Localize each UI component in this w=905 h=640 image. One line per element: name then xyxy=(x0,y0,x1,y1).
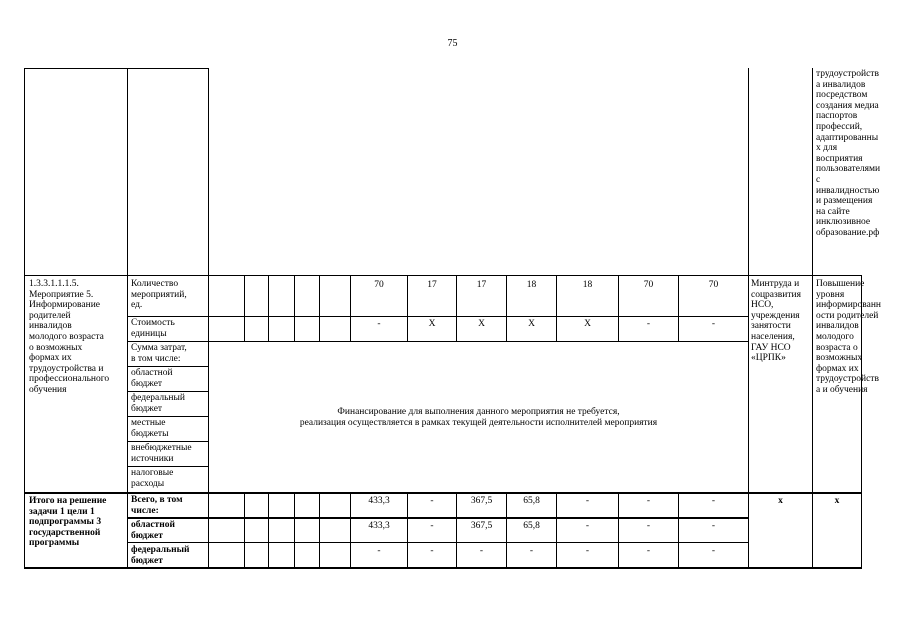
table-cell: - xyxy=(430,546,434,556)
table-cell: - xyxy=(430,521,434,531)
table-cell: - xyxy=(711,546,716,556)
v-line xyxy=(319,492,320,568)
v-line xyxy=(208,68,209,568)
table-cell: 367,5 xyxy=(470,521,493,531)
h-line xyxy=(127,341,748,342)
table-cell: - xyxy=(529,546,534,556)
table-cell: - xyxy=(646,521,651,531)
v-line xyxy=(748,68,749,568)
table-cell: 17 xyxy=(427,280,437,290)
table-cell: X xyxy=(428,319,436,329)
v-line xyxy=(244,492,245,568)
total-row-label-federal: федеральный бюджет xyxy=(131,545,190,566)
h-line xyxy=(127,316,748,317)
row-label-local-budgets: местные бюджеты xyxy=(131,418,169,439)
table-cell: 367,5 xyxy=(470,496,493,506)
table-cell: - xyxy=(377,319,381,329)
table-cell: 433,3 xyxy=(368,496,390,506)
v-line xyxy=(319,275,320,342)
h-line xyxy=(24,567,862,569)
row-label-quantity: Количество мероприятий, ед. xyxy=(131,279,187,311)
table-cell: X xyxy=(528,319,535,329)
h-line xyxy=(24,492,862,494)
v-line xyxy=(127,68,128,568)
table-cell: 70 xyxy=(374,280,384,290)
total-row-label-all: Всего, в том числе: xyxy=(131,495,183,516)
table-cell: 70 xyxy=(643,280,654,290)
row-label-unit-cost: Стоимость единицы xyxy=(131,318,175,339)
h-line xyxy=(127,391,209,392)
total-name: Итого на решение задачи 1 цели 1 подпрограммы 3 государственной программы xyxy=(29,496,107,549)
row-label-tax-expenses: налоговые расходы xyxy=(131,468,174,489)
top-row-result: трудоустройств а инвалидов посредством создания медиа паспортов профессий, адаптированны х для восприятия пользователями с инвалидностью и размещения на сайте инклюзивное образование.рф xyxy=(816,69,881,238)
row-label-extrabudgetary: внебюджетные источники xyxy=(131,443,192,464)
table-cell: - xyxy=(585,521,590,531)
v-line xyxy=(294,275,295,342)
h-line xyxy=(24,68,209,69)
table-cell: - xyxy=(646,319,651,329)
row-label-regional-budget: областной бюджет xyxy=(131,368,173,389)
total-executor: х xyxy=(778,496,783,506)
table-cell: - xyxy=(585,546,590,556)
total-result: х xyxy=(834,496,840,506)
table-cell: 433,3 xyxy=(368,521,390,531)
table-cell: 17 xyxy=(476,280,487,290)
h-line xyxy=(127,416,209,417)
row-label-federal-budget: федеральный бюджет xyxy=(131,393,185,414)
table-cell: 70 xyxy=(708,280,719,290)
row-label-total-costs: Сумма затрат, в том числе: xyxy=(131,343,187,364)
table-cell: X xyxy=(478,319,485,329)
table-cell: - xyxy=(646,496,651,506)
table-cell: - xyxy=(430,496,434,506)
table-cell: 18 xyxy=(526,280,537,290)
table-cell: 65,8 xyxy=(523,496,540,506)
table-cell: 18 xyxy=(582,280,593,290)
h-line xyxy=(127,366,209,367)
measure-name: 1.3.3.1.1.1.5. Мероприятие 5. Информирование родителей инвалидов молодого возраста о возможных формах их трудоустройства и профессионального обучения xyxy=(29,279,110,395)
h-line xyxy=(24,275,862,276)
table-cell: - xyxy=(711,319,716,329)
table-cell: - xyxy=(585,496,590,506)
table-cell: - xyxy=(711,496,716,506)
v-line xyxy=(24,68,25,568)
v-line xyxy=(244,275,245,342)
v-line xyxy=(268,275,269,342)
table-cell: - xyxy=(479,546,484,556)
measure-result: Повышение уровня информированн ости родителей инвалидов молодого возраста о возможных формах их трудоустройств а и обучения xyxy=(816,279,882,395)
h-line xyxy=(127,466,209,467)
page-number: 75 xyxy=(447,38,458,49)
v-line xyxy=(294,492,295,568)
table-cell: - xyxy=(646,546,651,556)
table-cell: X xyxy=(584,319,591,329)
v-line xyxy=(268,492,269,568)
table-cell: - xyxy=(377,546,381,556)
table-cell: 65,8 xyxy=(523,521,540,531)
table-cell: - xyxy=(711,521,716,531)
measure-executor: Минтруда и соцразвития НСО, учреждения занятости населения, ГАУ НСО «ЦРПК» xyxy=(751,279,801,364)
v-line xyxy=(812,68,813,568)
total-row-label-regional: областной бюджет xyxy=(131,520,175,541)
financing-note: Финансирование для выполнения данного мероприятия не требуется, реализация осуществляется в рамках текущей деятельности исполнителей мероприятия xyxy=(299,407,658,428)
h-line xyxy=(127,517,748,519)
h-line xyxy=(127,542,748,543)
h-line xyxy=(127,441,209,442)
